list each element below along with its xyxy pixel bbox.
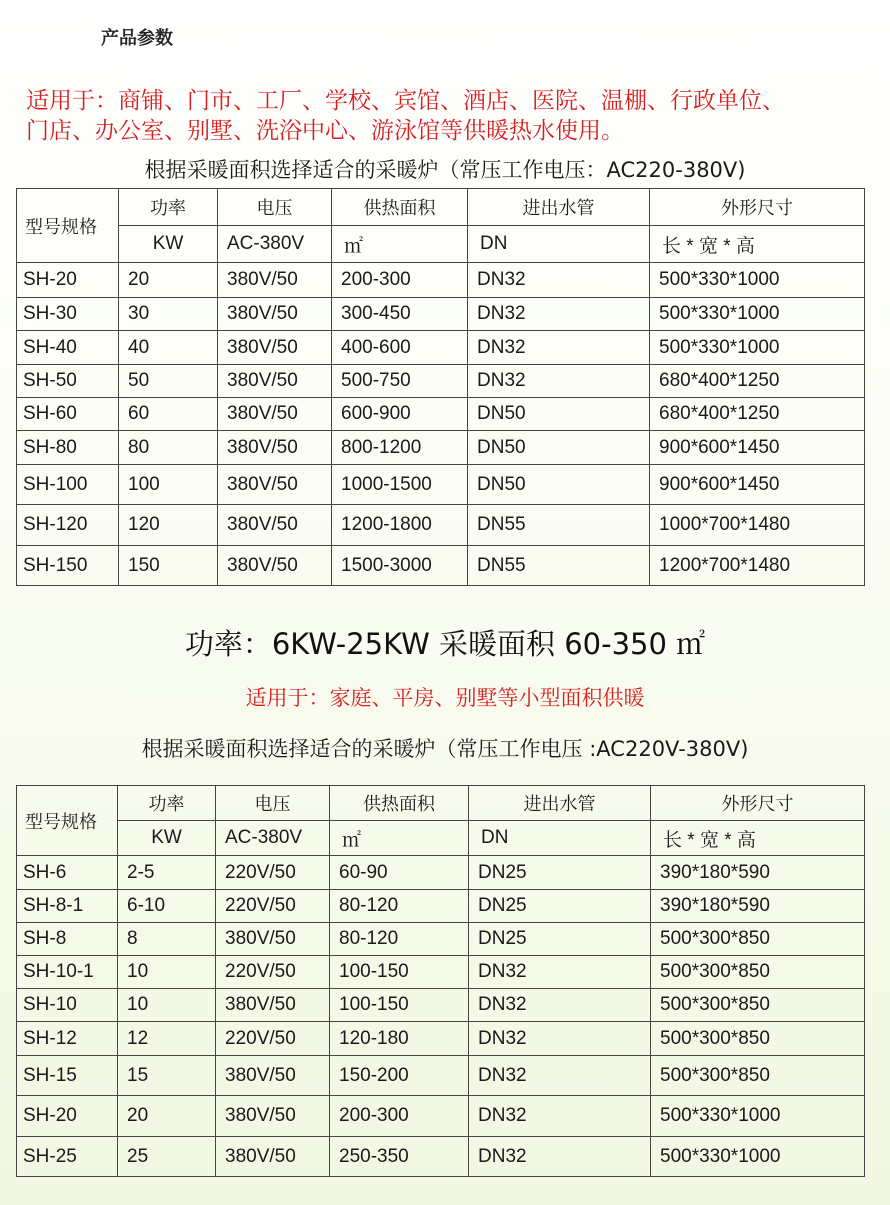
cell-pipe: DN32 <box>469 1137 651 1177</box>
cell-model: SH-12 <box>17 1022 118 1056</box>
cell-voltage: 380V/50 <box>218 505 332 546</box>
cell-area: 80-120 <box>330 923 469 956</box>
cell-voltage: 380V/50 <box>216 1137 330 1177</box>
cell-power: 40 <box>119 331 218 365</box>
cell-dimensions: 500*330*1000 <box>650 298 865 331</box>
page-title: 产品参数 <box>101 28 173 49</box>
unit-voltage: AC-380V <box>216 821 330 856</box>
cell-dimensions: 500*300*850 <box>651 1022 865 1056</box>
section1-heading: 根据采暖面积选择适合的采暖炉（常压工作电压：AC220-380V) <box>144 158 746 182</box>
cell-power: 30 <box>119 298 218 331</box>
cell-pipe: DN32 <box>468 365 650 398</box>
cell-area: 300-450 <box>332 298 468 331</box>
table-row <box>17 923 865 956</box>
cell-dimensions: 1200*700*1480 <box>650 546 865 586</box>
cell-dimensions: 500*330*1000 <box>650 263 865 298</box>
cell-power: 25 <box>118 1137 216 1177</box>
cell-area: 100-150 <box>330 989 469 1022</box>
table-row <box>17 505 865 546</box>
cell-area: 800-1200 <box>332 431 468 465</box>
cell-voltage: 380V/50 <box>218 365 332 398</box>
cell-dimensions: 900*600*1450 <box>650 465 865 505</box>
cell-area: 1200-1800 <box>332 505 468 546</box>
cell-area: 1500-3000 <box>332 546 468 586</box>
table-row <box>17 365 865 398</box>
cell-area: 200-300 <box>330 1096 469 1137</box>
cell-voltage: 380V/50 <box>218 546 332 586</box>
suitable-text-line-2: 门店、办公室、别墅、洗浴中心、游泳馆等供暖热水使用。 <box>26 118 624 144</box>
cell-power: 15 <box>118 1056 216 1096</box>
header-dimensions: 外形尺寸 <box>650 189 865 226</box>
cell-power: 20 <box>119 263 218 298</box>
cell-pipe: DN55 <box>468 546 650 586</box>
table-row <box>17 1022 865 1056</box>
cell-pipe: DN50 <box>468 465 650 505</box>
cell-voltage: 380V/50 <box>216 923 330 956</box>
table-row <box>17 989 865 1022</box>
cell-area: 1000-1500 <box>332 465 468 505</box>
cell-pipe: DN25 <box>469 890 651 923</box>
table-row <box>17 890 865 923</box>
cell-pipe: DN50 <box>468 398 650 431</box>
spec-table-large <box>16 188 865 586</box>
unit-dimensions: 长 * 宽 * 高 <box>650 226 865 263</box>
unit-pipe: DN <box>469 821 651 856</box>
cell-dimensions: 500*330*1000 <box>650 331 865 365</box>
cell-pipe: DN32 <box>469 1056 651 1096</box>
cell-voltage: 220V/50 <box>216 890 330 923</box>
cell-area: 600-900 <box>332 398 468 431</box>
header-power: 功率 <box>118 786 216 821</box>
cell-pipe: DN25 <box>469 856 651 890</box>
cell-model: SH-10-1 <box>17 956 118 989</box>
cell-model: SH-15 <box>17 1056 118 1096</box>
cell-model: SH-100 <box>17 465 119 505</box>
cell-pipe: DN32 <box>469 956 651 989</box>
cell-model: SH-150 <box>17 546 119 586</box>
section2-title: 功率：6KW-25KW 采暖面积 60-350 ㎡ <box>184 627 706 661</box>
cell-power: 6-10 <box>118 890 216 923</box>
cell-dimensions: 900*600*1450 <box>650 431 865 465</box>
table-row <box>17 331 865 365</box>
cell-voltage: 380V/50 <box>216 1096 330 1137</box>
cell-power: 8 <box>118 923 216 956</box>
cell-voltage: 380V/50 <box>218 465 332 505</box>
cell-area: 120-180 <box>330 1022 469 1056</box>
cell-model: SH-10 <box>17 989 118 1022</box>
cell-power: 12 <box>118 1022 216 1056</box>
cell-voltage: 220V/50 <box>216 856 330 890</box>
unit-area: ㎡ <box>330 821 469 856</box>
cell-power: 2-5 <box>118 856 216 890</box>
table-row <box>17 1056 865 1096</box>
cell-model: SH-80 <box>17 431 119 465</box>
cell-model: SH-50 <box>17 365 119 398</box>
cell-pipe: DN32 <box>469 1022 651 1056</box>
header-pipe: 进出水管 <box>469 786 651 821</box>
cell-pipe: DN50 <box>468 431 650 465</box>
cell-model: SH-20 <box>17 1096 118 1137</box>
table-row <box>17 956 865 989</box>
cell-voltage: 380V/50 <box>218 331 332 365</box>
cell-model: SH-6 <box>17 856 118 890</box>
cell-dimensions: 680*400*1250 <box>650 398 865 431</box>
cell-voltage: 380V/50 <box>218 398 332 431</box>
cell-power: 20 <box>118 1096 216 1137</box>
cell-dimensions: 500*330*1000 <box>651 1137 865 1177</box>
section2-suitable-text: 适用于：家庭、平房、别墅等小型面积供暖 <box>245 686 645 710</box>
cell-voltage: 380V/50 <box>218 298 332 331</box>
cell-pipe: DN32 <box>469 1096 651 1137</box>
cell-voltage: 220V/50 <box>216 1022 330 1056</box>
cell-power: 100 <box>119 465 218 505</box>
header-voltage: 电压 <box>218 189 332 226</box>
unit-dimensions: 长 * 宽 * 高 <box>651 821 865 856</box>
cell-power: 80 <box>119 431 218 465</box>
cell-model: SH-120 <box>17 505 119 546</box>
cell-dimensions: 680*400*1250 <box>650 365 865 398</box>
header-voltage: 电压 <box>216 786 330 821</box>
cell-dimensions: 500*300*850 <box>651 923 865 956</box>
cell-voltage: 380V/50 <box>216 1056 330 1096</box>
unit-area: ㎡ <box>332 226 468 263</box>
cell-area: 100-150 <box>330 956 469 989</box>
header-area: 供热面积 <box>332 189 468 226</box>
model-header: 型号规格 <box>17 189 119 263</box>
table-row <box>17 546 865 586</box>
cell-area: 60-90 <box>330 856 469 890</box>
table-row <box>17 465 865 505</box>
cell-power: 60 <box>119 398 218 431</box>
cell-power: 150 <box>119 546 218 586</box>
unit-voltage: AC-380V <box>218 226 332 263</box>
cell-model: SH-60 <box>17 398 119 431</box>
table-row <box>17 398 865 431</box>
unit-pipe: DN <box>468 226 650 263</box>
header-pipe: 进出水管 <box>468 189 650 226</box>
cell-area: 400-600 <box>332 331 468 365</box>
cell-voltage: 220V/50 <box>216 956 330 989</box>
cell-area: 80-120 <box>330 890 469 923</box>
header-dimensions: 外形尺寸 <box>651 786 865 821</box>
cell-model: SH-20 <box>17 263 119 298</box>
cell-dimensions: 1000*700*1480 <box>650 505 865 546</box>
cell-power: 120 <box>119 505 218 546</box>
cell-pipe: DN32 <box>468 298 650 331</box>
section2-heading: 根据采暖面积选择适合的采暖炉（常压工作电压 :AC220V-380V) <box>141 737 749 761</box>
cell-power: 10 <box>118 956 216 989</box>
cell-dimensions: 500*300*850 <box>651 989 865 1022</box>
cell-model: SH-8-1 <box>17 890 118 923</box>
cell-area: 500-750 <box>332 365 468 398</box>
table-row <box>17 1096 865 1137</box>
table-row <box>17 856 865 890</box>
cell-voltage: 380V/50 <box>218 431 332 465</box>
unit-power: KW <box>118 821 216 856</box>
table-row <box>17 263 865 298</box>
cell-voltage: 380V/50 <box>216 989 330 1022</box>
table-row <box>17 431 865 465</box>
cell-voltage: 380V/50 <box>218 263 332 298</box>
suitable-text-line-1: 适用于：商铺、门市、工厂、学校、宾馆、酒店、医院、温棚、行政单位、 <box>26 88 785 114</box>
cell-pipe: DN25 <box>469 923 651 956</box>
cell-pipe: DN55 <box>468 505 650 546</box>
cell-model: SH-8 <box>17 923 118 956</box>
cell-dimensions: 500*300*850 <box>651 1056 865 1096</box>
model-header: 型号规格 <box>17 786 118 856</box>
header-power: 功率 <box>119 189 218 226</box>
cell-dimensions: 500*330*1000 <box>651 1096 865 1137</box>
cell-pipe: DN32 <box>469 989 651 1022</box>
cell-model: SH-25 <box>17 1137 118 1177</box>
cell-power: 50 <box>119 365 218 398</box>
header-area: 供热面积 <box>330 786 469 821</box>
unit-power: KW <box>119 226 218 263</box>
cell-dimensions: 390*180*590 <box>651 856 865 890</box>
cell-area: 200-300 <box>332 263 468 298</box>
cell-area: 150-200 <box>330 1056 469 1096</box>
cell-pipe: DN32 <box>468 331 650 365</box>
cell-pipe: DN32 <box>468 263 650 298</box>
table-row <box>17 1137 865 1177</box>
cell-model: SH-30 <box>17 298 119 331</box>
cell-dimensions: 390*180*590 <box>651 890 865 923</box>
cell-area: 250-350 <box>330 1137 469 1177</box>
spec-table-small <box>16 785 865 1177</box>
table-row <box>17 298 865 331</box>
cell-dimensions: 500*300*850 <box>651 956 865 989</box>
cell-model: SH-40 <box>17 331 119 365</box>
cell-power: 10 <box>118 989 216 1022</box>
